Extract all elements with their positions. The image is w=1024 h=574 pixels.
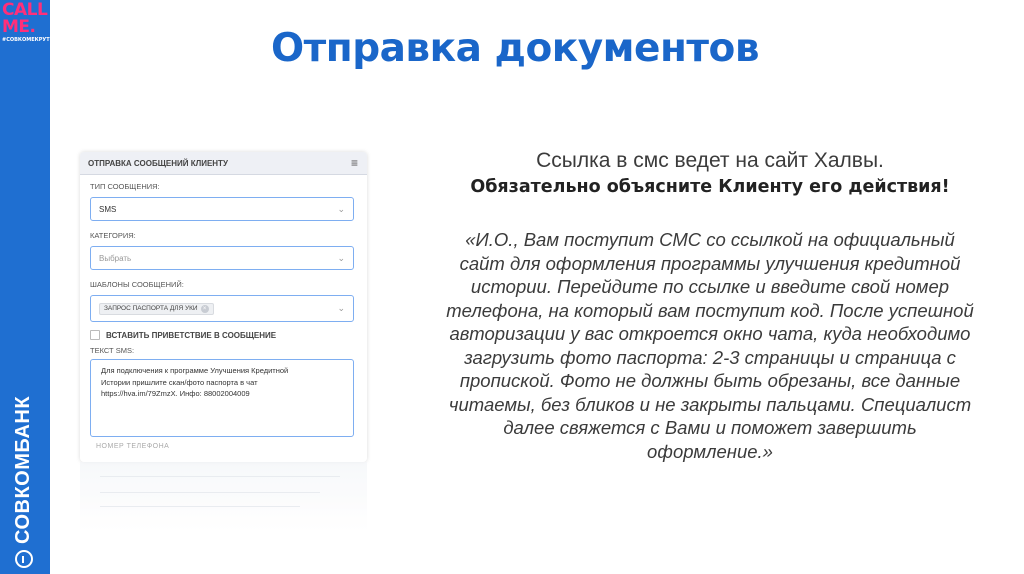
templates-select[interactable] — [90, 295, 354, 322]
logo-line1: CALL — [2, 0, 48, 20]
sms-text-line: https://hva.im/79ZmzX. Инфо: 88002004009 — [101, 389, 250, 398]
warning-line: Обязательно объясните Клиенту его действия! — [470, 177, 950, 197]
template-chip-label: ЗАПРОС ПАСПОРТА ДЛЯ УКИ — [104, 305, 198, 312]
message-type-select[interactable] — [90, 197, 354, 221]
chevron-down-icon: ⌄ — [337, 303, 345, 313]
sms-text-label: ТЕКСТ SMS: — [90, 346, 135, 355]
category-label: КАТЕГОРИЯ: — [90, 231, 136, 240]
quote-line: «И.О., Вам поступит СМС со ссылкой на официальный — [465, 229, 955, 250]
greeting-checkbox-label: ВСТАВИТЬ ПРИВЕТСТВИЕ В СООБЩЕНИЕ — [106, 330, 277, 340]
panel-header — [80, 152, 367, 175]
chevron-down-icon: ⌄ — [337, 203, 345, 214]
info-line: Ссылка в смс ведет на сайт Халвы. — [536, 149, 884, 172]
sms-text-line: Истории пришлите скан/фото паспорта в чат — [101, 377, 258, 387]
phone-number-label: НОМЕР ТЕЛЕФОНА — [96, 443, 170, 450]
message-type-value: SMS — [99, 204, 117, 214]
panel-reflection — [80, 462, 367, 532]
bank-logo-icon — [15, 550, 33, 568]
quote-line: далее свяжется с Вами и поможет завершить — [503, 417, 917, 438]
quote-line: загрузить фото паспорта: 2-3 страницы и страница с — [464, 346, 956, 368]
panel-header-title: ОТПРАВКА СООБЩЕНИЙ КЛИЕНТУ — [88, 158, 228, 168]
quote-line: истории. Перейдите по ссылке и введите свой номер — [470, 276, 950, 297]
hamburger-icon[interactable]: ≡ — [350, 156, 358, 170]
chevron-down-icon: ⌄ — [337, 252, 345, 263]
sms-text-area[interactable] — [90, 359, 354, 437]
logo-hashtag: #СОВКОМЕКРУТО — [2, 37, 54, 43]
quote-line: сайт для оформления программы улучшения кредитной — [459, 252, 961, 274]
greeting-checkbox[interactable] — [90, 330, 100, 340]
script-quote — [400, 228, 1020, 463]
category-select[interactable] — [90, 246, 354, 270]
category-placeholder: Выбрать — [99, 253, 132, 263]
send-message-panel — [80, 152, 367, 462]
quote-line: авторизации у вас откроется окно чата, куда необходимо — [449, 323, 971, 344]
quote-line: оформление.» — [647, 440, 773, 462]
quote-line: читаемы, без бликов и не закрыты пальцами. Специалист — [448, 393, 972, 415]
bank-name: СОВКОМБАНК — [12, 395, 34, 544]
sms-text-line: Для подключения к программе Улучшения Кредитной — [101, 366, 289, 375]
logo-line2: ME. — [2, 17, 36, 37]
template-chip[interactable] — [99, 303, 214, 315]
bank-logo — [12, 396, 35, 568]
templates-label: ШАБЛОНЫ СООБЩЕНИЙ: — [90, 280, 184, 289]
message-type-label: ТИП СООБЩЕНИЯ: — [90, 182, 160, 191]
page-title: Отправка документов — [270, 26, 760, 71]
instructions-text — [400, 148, 1020, 463]
greeting-checkbox-row[interactable] — [90, 330, 276, 340]
brand-strip — [0, 0, 54, 574]
quote-line: пропиской. Фото не должны быть обрезаны, все данные — [459, 370, 961, 391]
chip-remove-icon[interactable]: × — [201, 305, 209, 313]
callme-logo — [2, 0, 54, 44]
quote-line: телефона, на который вам поступит код. После успешной — [446, 299, 974, 321]
